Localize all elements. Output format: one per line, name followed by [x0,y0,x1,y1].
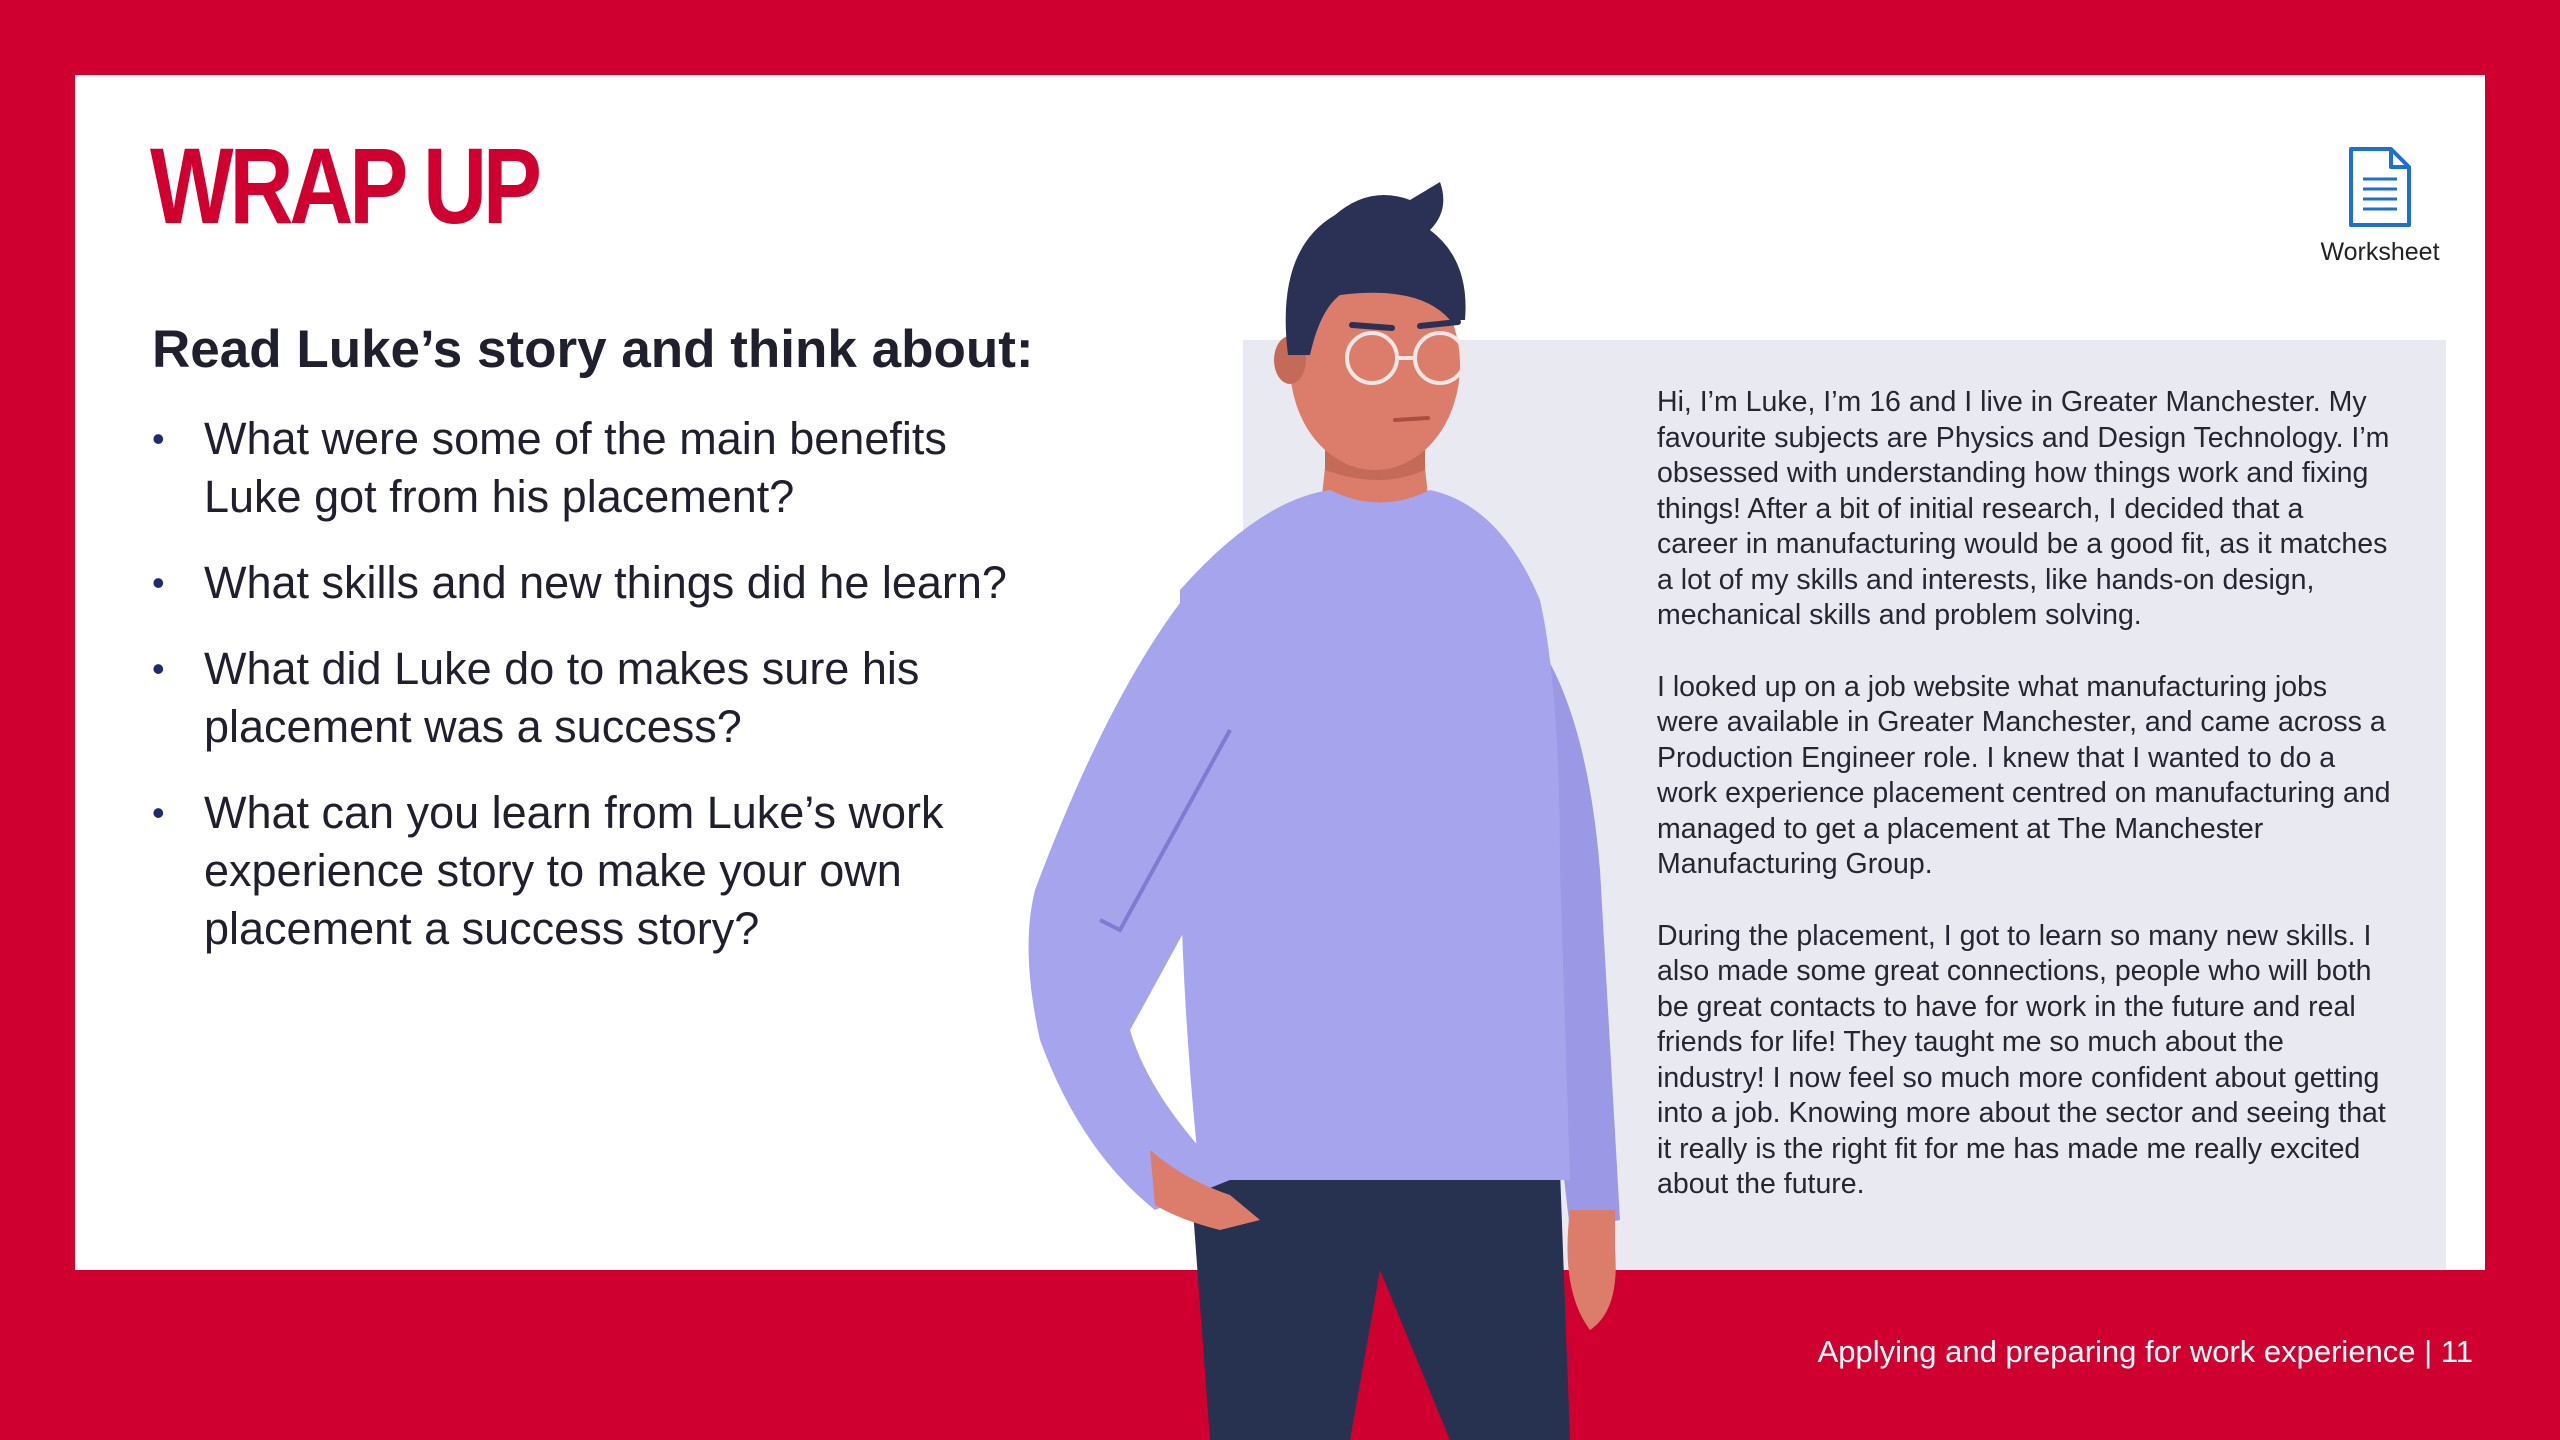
question-item [152,784,1032,958]
sweater [1180,490,1570,1180]
question-text: What were some of the main benefits Luke got from his placement? [204,413,947,522]
story-paragraph: Hi, I’m Luke, I’m 16 and I live in Greater Manchester. My favourite subjects are Physics and Design Technology. I’m obsessed with understanding how things work and fixing things! After a bit of initial research, I decided that a career in manufacturing would be a good fit, as it matches a lot of my skills and interests, like hands-on design, mechanical skills and problem solving. [1657,386,2390,631]
worksheet-link[interactable] [2300,145,2460,267]
document-icon [2347,145,2413,229]
question-text: What skills and new things did he learn? [204,557,1007,608]
bullet-icon: • [152,792,165,833]
question-list [152,410,1032,986]
story-text [1657,385,2392,1239]
story-paragraph: I looked up on a job website what manufacturing jobs were available in Greater Manchester, and came across a Production Engineer role. I knew that I wanted to do a work experience placement centred on manufacturing and managed to get a placement at The Manchester Manufacturing Group. [1657,670,2391,880]
question-text: What can you learn from Luke’s work experience story to make your own placement a success story? [204,787,944,954]
bullet-icon: • [152,648,165,689]
story-paragraph: During the placement, I got to learn so many new skills. I also made some great connections, people who will both be great contacts to have for work in the future and real friends for life! They taught me so much about the industry! I now feel so much more confident about getting into a job. Knowing more about the sector and seeing that it really is the right fit for me has made me really excited about the future. [1657,919,2386,1200]
right-hand [1568,1210,1616,1330]
prompt-heading: Read Luke’s story and think about: [152,320,1034,379]
bullet-icon: • [152,418,165,459]
footer-text: Applying and preparing for work experience | 11 [1817,1334,2473,1369]
bullet-icon: • [152,562,165,603]
luke-illustration [1000,170,1640,1440]
question-text: What did Luke do to makes sure his placement was a success? [204,643,920,752]
question-item [152,410,1032,526]
question-item [152,554,1032,612]
slide-title: WRAP UP [150,125,538,246]
question-item [152,640,1032,756]
worksheet-label: Worksheet [2320,238,2440,266]
